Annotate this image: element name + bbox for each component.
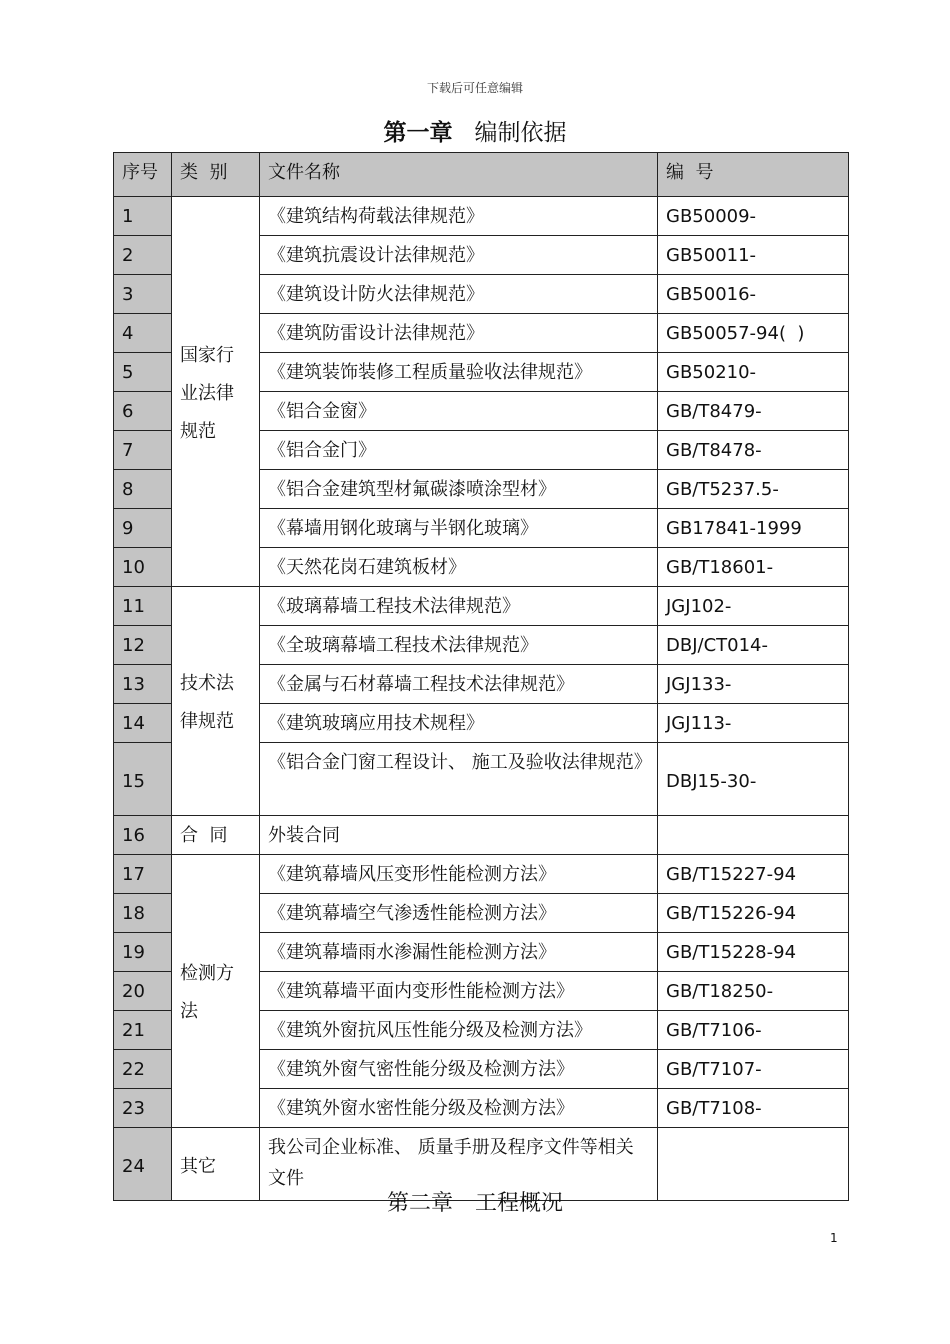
row-seq: 1 — [114, 197, 172, 236]
row-doc-name: 外装合同 — [260, 816, 658, 855]
row-doc-name: 《建筑抗震设计法律规范》 — [260, 236, 658, 275]
row-category: 国家行业法律规范 — [172, 197, 260, 587]
row-seq: 18 — [114, 894, 172, 933]
row-seq: 7 — [114, 431, 172, 470]
row-code: JGJ133- — [658, 665, 849, 704]
row-seq: 8 — [114, 470, 172, 509]
row-seq: 15 — [114, 743, 172, 816]
row-seq: 23 — [114, 1089, 172, 1128]
row-code: GB/T7108- — [658, 1089, 849, 1128]
header-note: 下载后可任意编辑 — [426, 81, 523, 95]
row-code: GB/T18601- — [658, 548, 849, 587]
row-seq: 2 — [114, 236, 172, 275]
table-row — [114, 816, 849, 855]
row-doc-name: 《建筑幕墙空气渗透性能检测方法》 — [260, 894, 658, 933]
row-doc-name: 《玻璃幕墙工程技术法律规范》 — [260, 587, 658, 626]
row-code: GB/T7106- — [658, 1011, 849, 1050]
row-code: GB/T15226-94 — [658, 894, 849, 933]
row-code: GB50016- — [658, 275, 849, 314]
row-doc-name: 《天然花岗石建筑板材》 — [260, 548, 658, 587]
row-doc-name: 《建筑结构荷载法律规范》 — [260, 197, 658, 236]
chapter-number: 第一章 — [383, 120, 453, 146]
row-seq: 17 — [114, 855, 172, 894]
row-code: JGJ102- — [658, 587, 849, 626]
row-seq: 14 — [114, 704, 172, 743]
row-code: GB17841-1999 — [658, 509, 849, 548]
row-category: 技术法律规范 — [172, 587, 260, 816]
row-category: 合 同 — [172, 816, 260, 855]
header-category: 类 别 — [172, 153, 260, 197]
reference-table-body — [114, 153, 849, 1201]
row-doc-name: 《铝合金窗》 — [260, 392, 658, 431]
header-code: 编 号 — [658, 153, 849, 197]
row-doc-name: 《建筑防雷设计法律规范》 — [260, 314, 658, 353]
row-code: GB/T7107- — [658, 1050, 849, 1089]
header-seq: 序号 — [114, 153, 172, 197]
row-seq: 13 — [114, 665, 172, 704]
row-doc-name: 《全玻璃幕墙工程技术法律规范》 — [260, 626, 658, 665]
row-code: GB50057-94( ) — [658, 314, 849, 353]
chapter2-number: 第二章 — [386, 1191, 453, 1216]
header-doc-name: 文件名称 — [260, 153, 658, 197]
row-code: GB/T18250- — [658, 972, 849, 1011]
row-doc-name: 《幕墙用钢化玻璃与半钢化玻璃》 — [260, 509, 658, 548]
page-number: 1 — [830, 1231, 838, 1245]
row-code: GB/T8479- — [658, 392, 849, 431]
row-code — [658, 816, 849, 855]
row-seq: 4 — [114, 314, 172, 353]
row-seq: 12 — [114, 626, 172, 665]
row-code: GB50011- — [658, 236, 849, 275]
reference-table — [113, 152, 849, 1201]
row-doc-name: 《建筑外窗气密性能分级及检测方法》 — [260, 1050, 658, 1089]
row-code: GB/T15228-94 — [658, 933, 849, 972]
row-seq: 3 — [114, 275, 172, 314]
row-code: GB50009- — [658, 197, 849, 236]
table-row — [114, 587, 849, 626]
row-doc-name: 《建筑幕墙平面内变形性能检测方法》 — [260, 972, 658, 1011]
row-seq: 10 — [114, 548, 172, 587]
row-code: GB50210- — [658, 353, 849, 392]
row-seq: 6 — [114, 392, 172, 431]
table-row — [114, 197, 849, 236]
table-row — [114, 855, 849, 894]
row-doc-name: 《建筑装饰装修工程质量验收法律规范》 — [260, 353, 658, 392]
row-doc-name: 《建筑玻璃应用技术规程》 — [260, 704, 658, 743]
chapter2-title — [0, 1186, 950, 1217]
row-code: GB/T8478- — [658, 431, 849, 470]
row-code: GB/T5237.5- — [658, 470, 849, 509]
row-code: DBJ/CT014- — [658, 626, 849, 665]
row-doc-name: 《建筑外窗水密性能分级及检测方法》 — [260, 1089, 658, 1128]
row-code: DBJ15-30- — [658, 743, 849, 816]
row-category: 检测方法 — [172, 855, 260, 1128]
row-code: GB/T15227-94 — [658, 855, 849, 894]
row-seq: 9 — [114, 509, 172, 548]
row-doc-name: 《铝合金门》 — [260, 431, 658, 470]
chapter-title — [0, 114, 950, 147]
row-category: 其它 — [172, 1128, 260, 1201]
row-seq: 19 — [114, 933, 172, 972]
row-seq: 11 — [114, 587, 172, 626]
row-seq: 20 — [114, 972, 172, 1011]
row-doc-name: 《铝合金建筑型材氟碳漆喷涂型材》 — [260, 470, 658, 509]
row-doc-name: 《建筑幕墙风压变形性能检测方法》 — [260, 855, 658, 894]
row-doc-name: 《金属与石材幕墙工程技术法律规范》 — [260, 665, 658, 704]
row-seq: 21 — [114, 1011, 172, 1050]
row-doc-name: 我公司企业标准、 质量手册及程序文件等相关文件 — [260, 1128, 658, 1201]
row-seq: 22 — [114, 1050, 172, 1089]
chapter2-name: 工程概况 — [475, 1191, 564, 1216]
row-seq: 24 — [114, 1128, 172, 1201]
row-doc-name: 《建筑外窗抗风压性能分级及检测方法》 — [260, 1011, 658, 1050]
row-seq: 5 — [114, 353, 172, 392]
row-code: JGJ113- — [658, 704, 849, 743]
table-header-row — [114, 153, 849, 197]
chapter-name: 编制依据 — [474, 120, 567, 146]
row-seq: 16 — [114, 816, 172, 855]
row-doc-name: 《建筑设计防火法律规范》 — [260, 275, 658, 314]
row-doc-name: 《铝合金门窗工程设计、 施工及验收法律规范》 — [260, 743, 658, 816]
row-doc-name: 《建筑幕墙雨水渗漏性能检测方法》 — [260, 933, 658, 972]
